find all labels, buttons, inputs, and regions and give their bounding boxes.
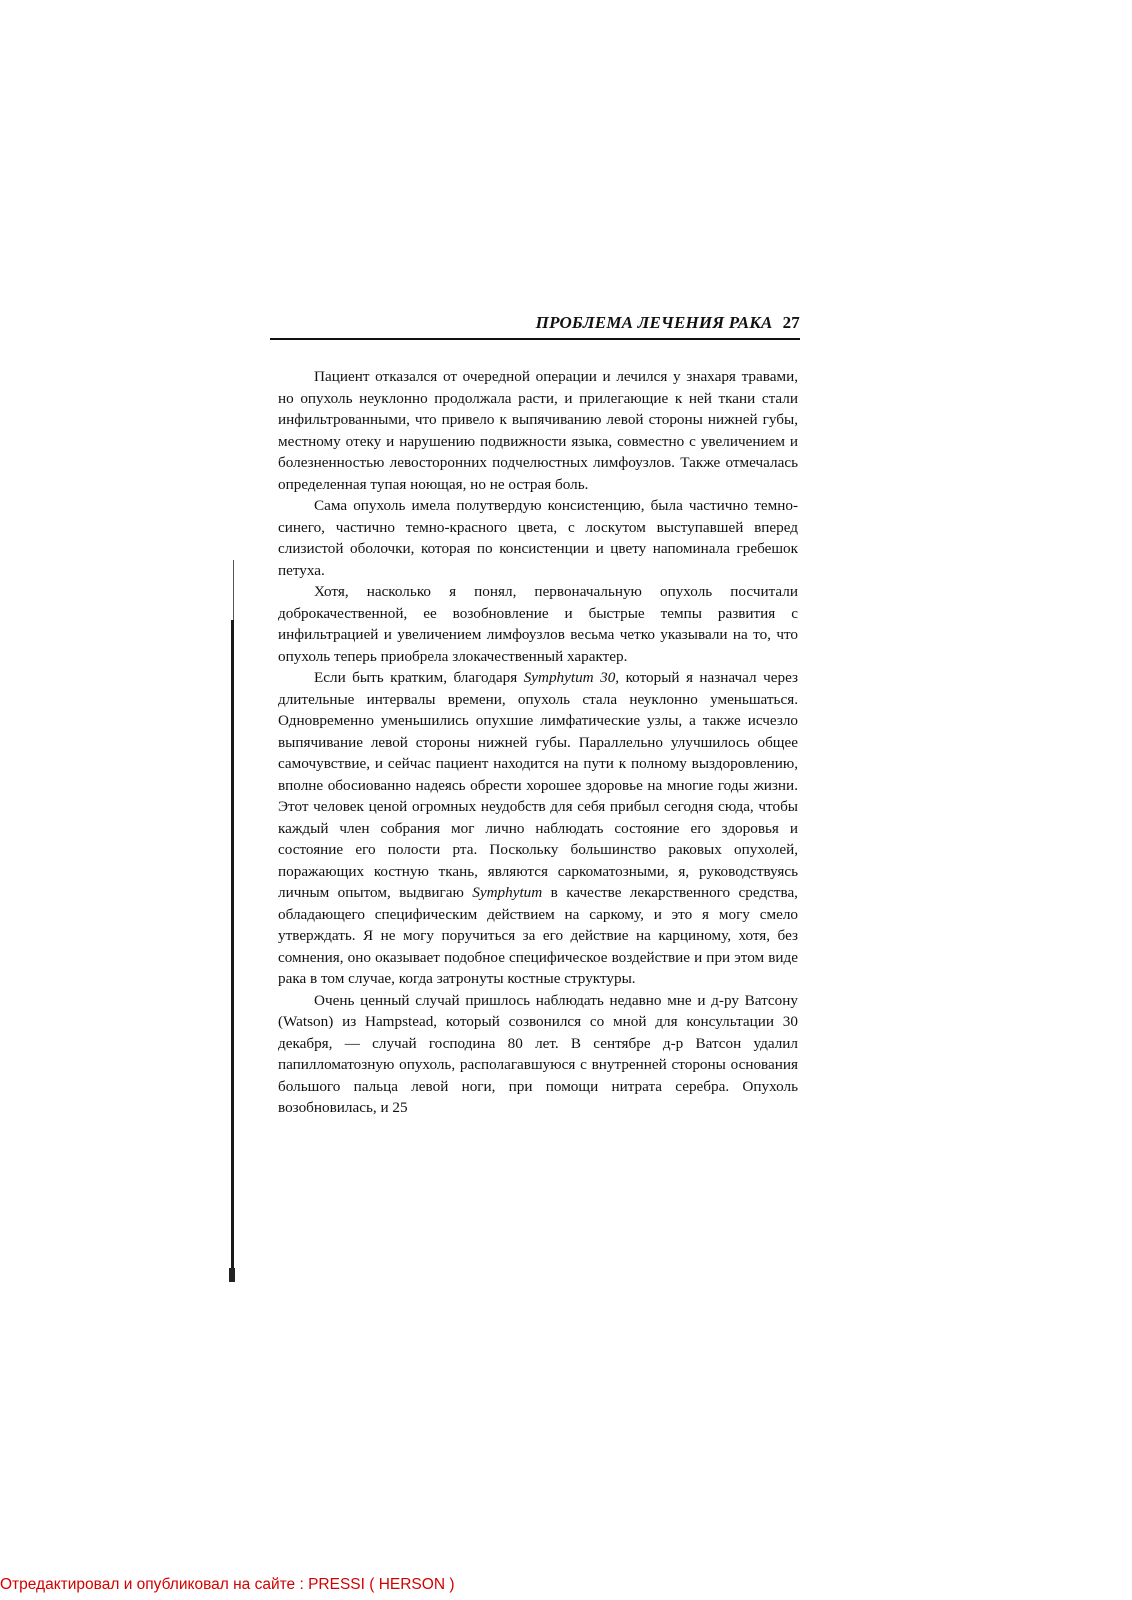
paragraph-3: Хотя, насколько я понял, первоначальную опухоль посчитали доброкачественной, ее возобновление и быстрые темпы развития с инфильтрацией и увеличением лимфоузлов весьма четко указывали на то, что опухоль теперь приобрела злокачественный характер. bbox=[278, 583, 798, 665]
page-number: 27 bbox=[782, 313, 800, 332]
paragraph-4-part-1: Если быть кратким, благодаря bbox=[314, 669, 524, 686]
paragraph-4-part-2: который я назначал через длительные интервалы времени, опухоль стала неуклонно уменьшаться. Одновременно уменьшились опухшие лимфатические узлы, а также исчезло выпячивание левой стороны нижней губы. Параллельно улучшилось общее самочувствие, и сейчас пациент находится на пути к полному выздоровлению, вполне обосиованно надеясь обрести хорошее здоровье на многие годы жизни. Этот человек ценой огромных неудобств для себя прибыл сегодня сюда, чтобы каждый член собрания мог лично наблюдать состояние его здоровья и состояние его полости рта. Поскольку большинство раковых опухолей, поражающих костную ткань, являются саркоматозными, я, руководствуясь личным опытом, выдвигаю bbox=[278, 669, 798, 901]
paragraph-5: Очень ценный случай пришлось наблюдать недавно мне и д-ру Ватсону (Watson) из Hampstead, который созвонился со мной для консультации 30 декабря, — случай господина 80 лет. В сентябре д-р Ватсон удалил папилломатозную опухоль, располагавшуюся с внутренней стороны основания большого пальца левой ноги, при помощи нитрата серебра. Опухоль возобновилась, и 25 bbox=[278, 991, 798, 1116]
paragraph-2: Сама опухоль имела полутвердую консистенцию, была частично темно-синего, частично темно-красного цвета, с лоскутом выступавшей вперед слизистой оболочки, которая по консистенции и цвету напоминала гребешок петуха. bbox=[278, 497, 798, 579]
paragraph-4 bbox=[278, 667, 798, 990]
footer-credit: Отредактировал и опубликовал на сайте : PRESSI ( HERSON ) bbox=[0, 1576, 455, 1593]
running-header-title: ПРОБЛЕМА ЛЕЧЕНИЯ РАКА bbox=[535, 313, 773, 332]
paragraph-1: Пациент отказался от очередной операции и лечился у знахаря травами, но опухоль неуклонно продолжала расти, и прилегающие к ней ткани стали инфильтрованными, что привело к выпячиванию левой стороны нижней губы, местному отеку и нарушению подвижности языка, совместно с увеличением и болезненностью левосторонних подчелюстных лимфоузлов. Также отмечалась определенная тупая ноющая, но не острая боль. bbox=[278, 368, 798, 493]
header-rule bbox=[270, 338, 800, 340]
scan-edge-artifact-top bbox=[233, 560, 234, 620]
paragraph-4-part-3: в качестве лекарственного средства, обладающего специфическим действием на саркому, и это я могу смело утверждать. Я не могу поручиться за его действие на карциному, хотя, без сомнения, оно оказывает подобное специфическое воздействие и при этом виде рака в том случае, когда затронуты костные структуры. bbox=[278, 884, 798, 987]
scan-edge-artifact bbox=[231, 620, 234, 1280]
symphytum-term: Symphytum bbox=[472, 884, 543, 901]
scan-edge-artifact-foot bbox=[229, 1268, 235, 1282]
running-header bbox=[270, 313, 800, 333]
body-text bbox=[278, 366, 798, 1119]
symphytum-30-term: Symphytum 30, bbox=[523, 669, 620, 686]
